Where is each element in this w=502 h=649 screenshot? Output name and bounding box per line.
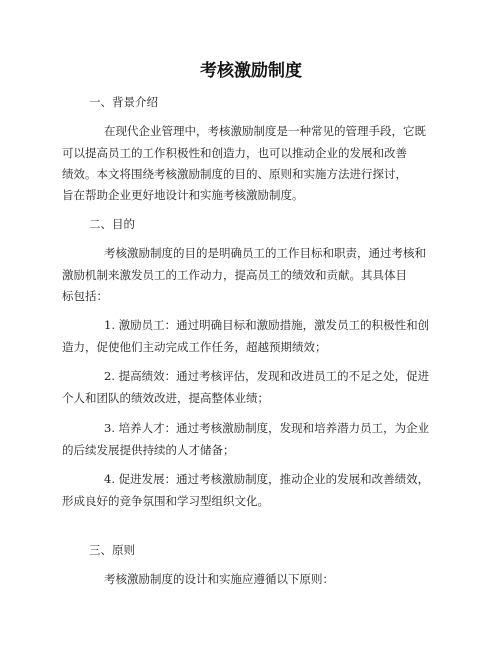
list-item-line: 2. 提高绩效：通过考核评估，发现和改进员工的不足之处，促进 bbox=[104, 369, 430, 383]
section-heading-purpose: 二、目的 bbox=[89, 217, 135, 231]
section-heading-principles: 三、原则 bbox=[89, 543, 135, 557]
paragraph-line: 在现代企业管理中，考核激励制度是一种常见的管理手段，它既 bbox=[104, 124, 426, 138]
list-item-line: 个人和团队的绩效改进，提高整体业绩； bbox=[62, 391, 269, 405]
list-item-line: 4. 促进发展：通过考核激励制度，推动企业的发展和改善绩效， bbox=[104, 472, 430, 486]
paragraph-line: 旨在帮助企业更好地设计和实施考核激励制度。 bbox=[62, 188, 304, 202]
paragraph-line: 考核激励制度的目的是明确员工的工作目标和职责，通过考核和 bbox=[104, 246, 426, 260]
list-item-line: 形成良好的竞争氛围和学习型组织文化。 bbox=[62, 494, 269, 508]
list-item-line: 造力，促使他们主动完成工作任务，超越预期绩效； bbox=[62, 340, 327, 354]
paragraph-line: 可以提高员工的工作积极性和创造力，也可以推动企业的发展和改善 bbox=[62, 146, 407, 160]
paragraph-line: 绩效。本文将围绕考核激励制度的目的、原则和实施方法进行探讨， bbox=[62, 167, 407, 181]
section-heading-background: 一、背景介绍 bbox=[89, 95, 158, 109]
list-item-line: 3. 培养人才：通过考核激励制度，发现和培养潜力员工，为企业 bbox=[104, 421, 430, 435]
paragraph-line: 标包括： bbox=[62, 289, 108, 303]
paragraph-line: 考核激励制度的设计和实施应遵循以下原则： bbox=[104, 572, 334, 586]
document-title: 考核激励制度 bbox=[200, 61, 302, 81]
paragraph-line: 激励机制来激发员工的工作动力，提高员工的绩效和贡献。其具体目 bbox=[62, 268, 407, 282]
list-item-line: 1. 激励员工：通过明确目标和激励措施，激发员工的积极性和创 bbox=[104, 318, 430, 332]
list-item-line: 的后续发展提供持续的人才储备； bbox=[62, 443, 235, 457]
